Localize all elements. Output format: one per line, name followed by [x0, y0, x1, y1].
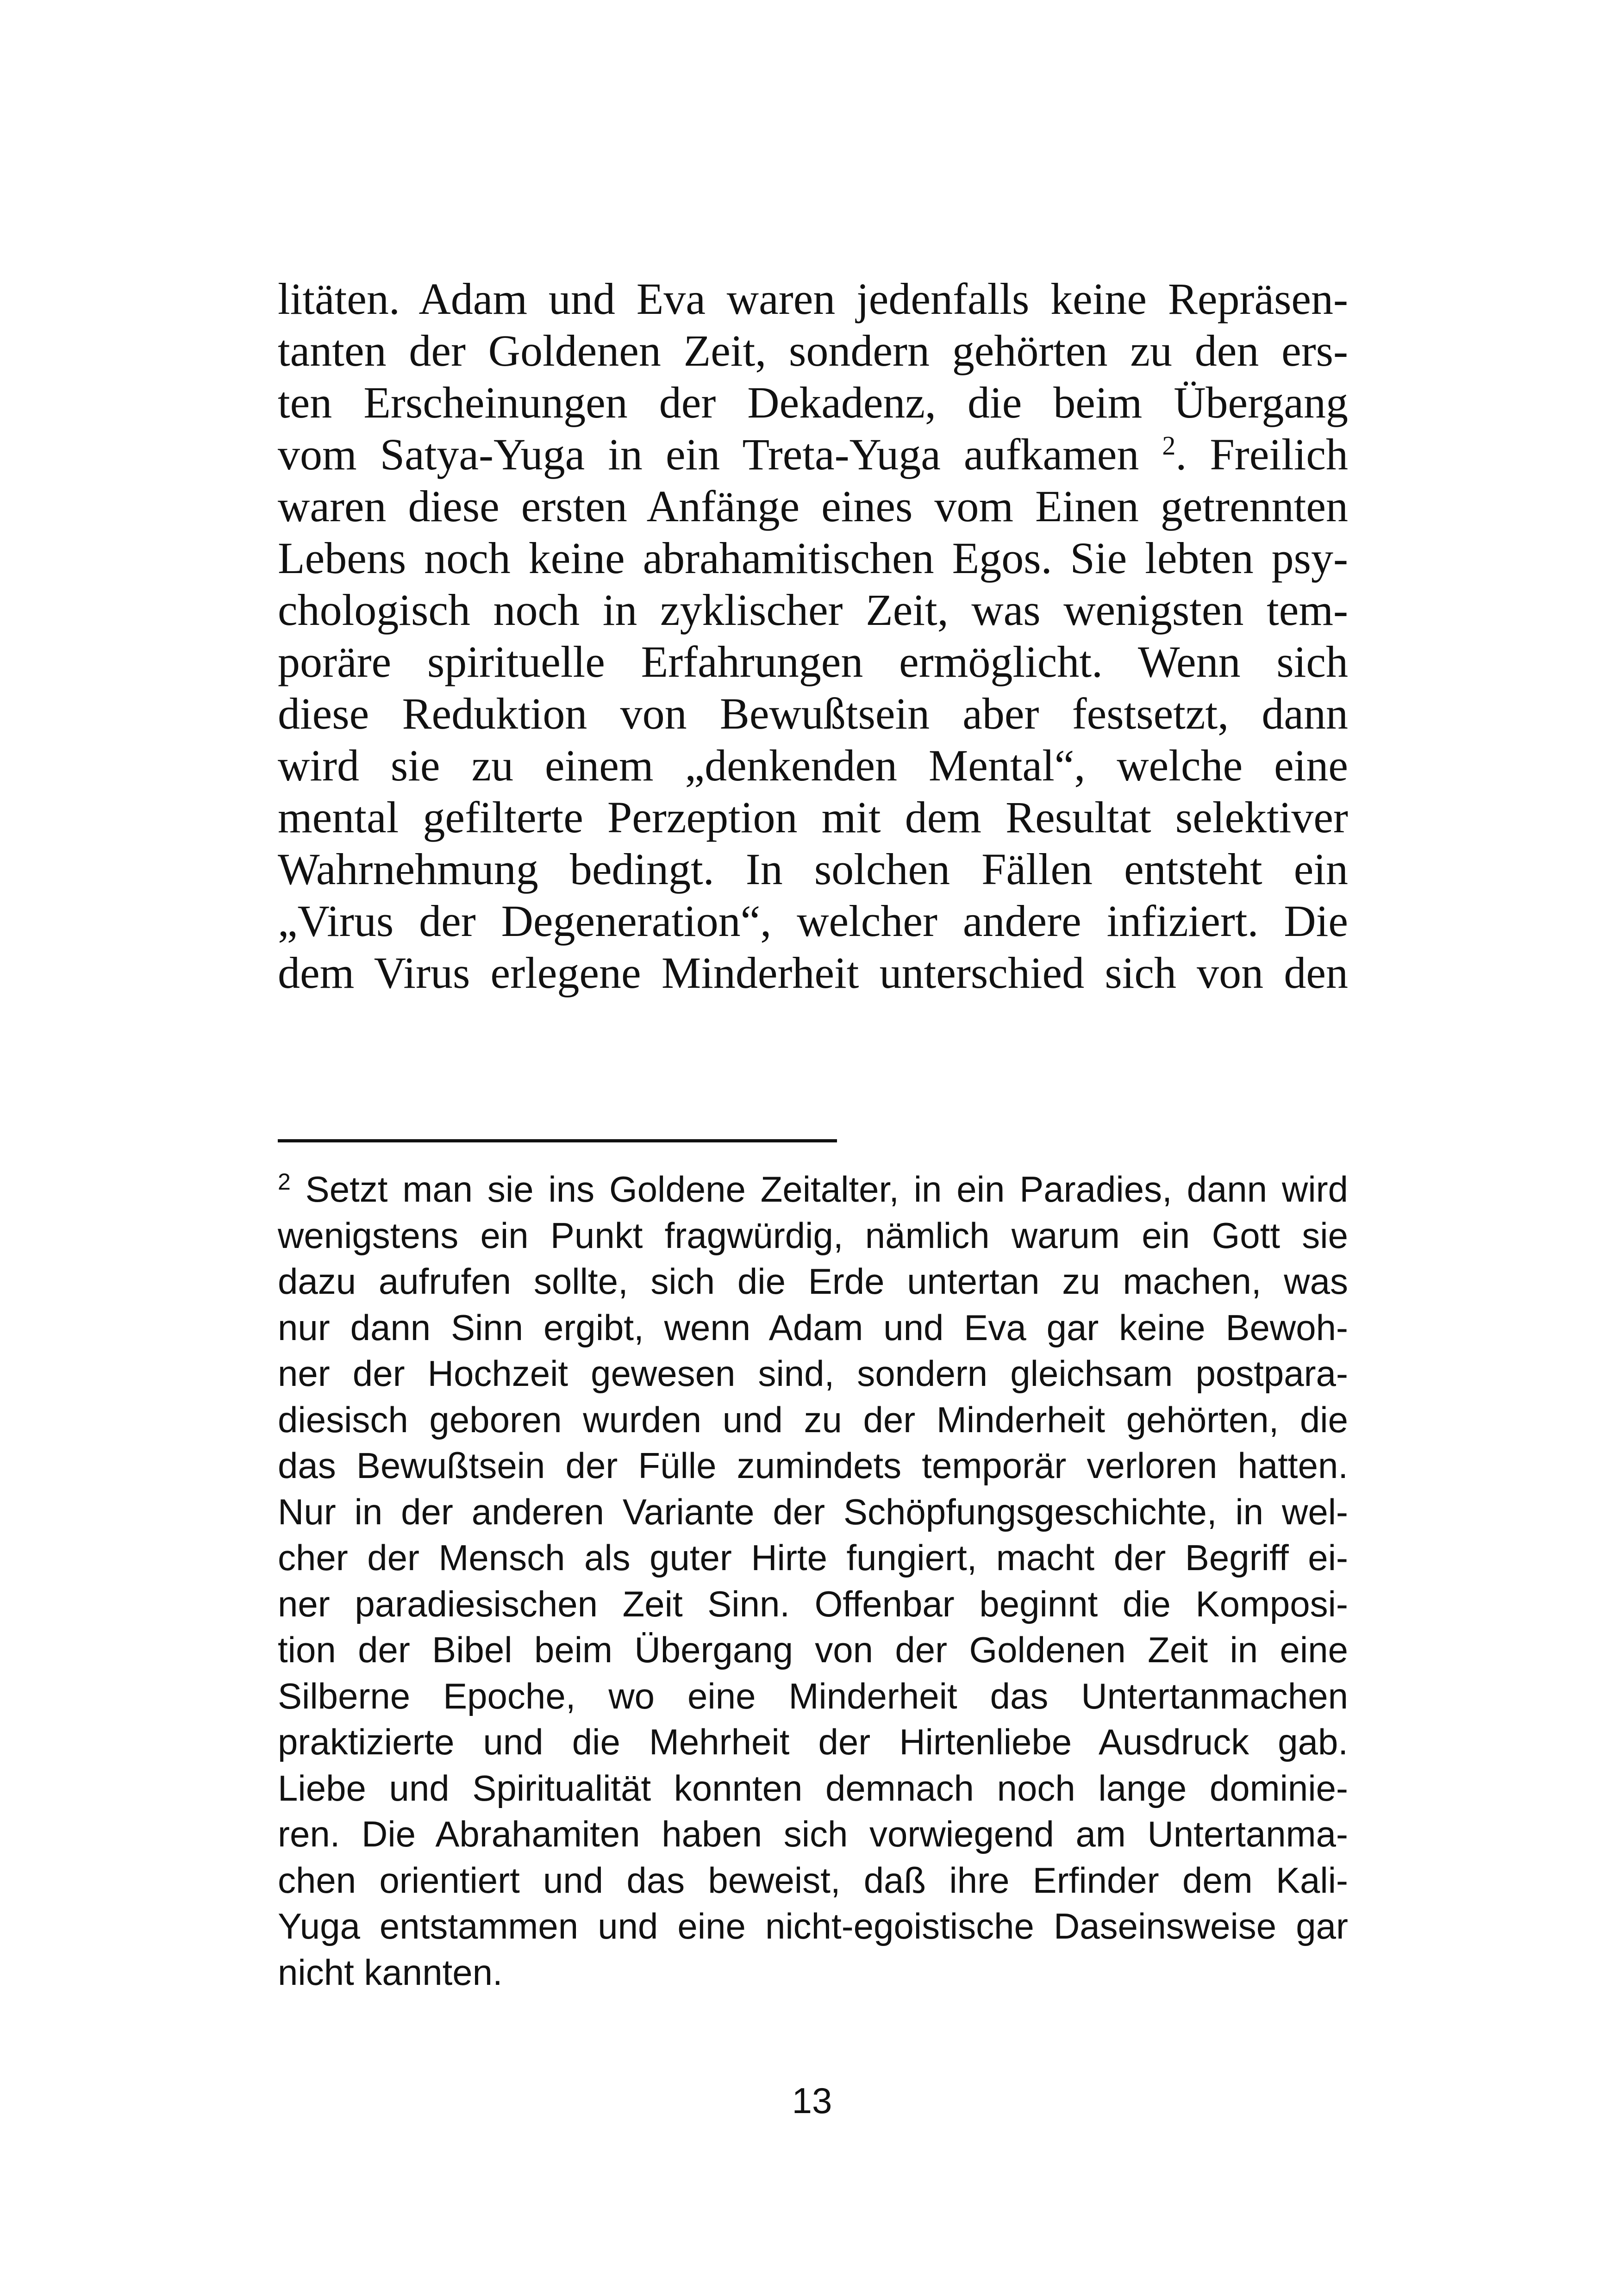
body-line: tanten der Goldenen Zeit, sondern gehörten zu den ers- — [278, 326, 1348, 375]
footnote-marker: 2 — [278, 1169, 291, 1195]
footnote-line: Silberne Epoche, wo eine Minderheit das Untertanmachen — [278, 1675, 1348, 1716]
body-line-part: vom Satya-Yuga in ein Treta-Yuga aufkamen — [278, 430, 1139, 479]
footnote-line: ner der Hochzeit gewesen sind, sondern gleichsam postpara- — [278, 1353, 1348, 1394]
body-line: „Virus der Degeneration“, welcher andere infiziert. Die — [278, 896, 1348, 946]
footnote-line: tion der Bibel beim Übergang von der Goldenen Zeit in eine — [278, 1629, 1348, 1670]
footnote-line: ner paradiesischen Zeit Sinn. Offenbar beginnt die Komposi- — [278, 1583, 1348, 1624]
body-line: ten Erscheinungen der Dekadenz, die beim Übergang — [278, 378, 1348, 427]
body-line: poräre spirituelle Erfahrungen ermöglicht. Wenn sich — [278, 637, 1348, 686]
body-line: Lebens noch keine abrahamitischen Egos. Sie lebten psy- — [278, 533, 1348, 583]
footnote-line: diesisch geboren wurden und zu der Minderheit gehörten, die — [278, 1399, 1348, 1440]
footnote-line: nur dann Sinn ergibt, wenn Adam und Eva gar keine Bewoh- — [278, 1307, 1348, 1348]
body-line-part: . Freilich — [1175, 430, 1348, 479]
footnote-line: cher der Mensch als guter Hirte fungiert, macht der Begriff ei- — [278, 1537, 1348, 1578]
body-line: dem Virus erlegene Minderheit unterschied sich von den — [278, 948, 1348, 998]
footnote-line: chen orientiert und das beweist, daß ihre Erfinder dem Kali- — [278, 1859, 1348, 1901]
footnote-reference[interactable]: 2 — [1162, 430, 1176, 461]
footnote-block — [278, 1166, 1348, 1996]
footnote-line: wenigstens ein Punkt fragwürdig, nämlich warum ein Gott sie — [278, 1215, 1348, 1256]
footnote-line: ren. Die Abrahamiten haben sich vorwiegend am Untertanma- — [278, 1814, 1348, 1854]
footnote-line-with-marker — [278, 1166, 1348, 1213]
footnote-line: Nur in der anderen Variante der Schöpfungsgeschichte, in wel- — [278, 1491, 1348, 1532]
footnote-line: das Bewußtsein der Fülle zumindets temporär verloren hatten. — [278, 1445, 1348, 1486]
footnote-line: Yuga entstammen und eine nicht-egoistische Daseinsweise gar — [278, 1906, 1348, 1946]
footnote-line: praktizierte und die Mehrheit der Hirtenliebe Ausdruck gab. — [278, 1721, 1348, 1762]
body-line: waren diese ersten Anfänge eines vom Einen getrennten — [278, 481, 1348, 531]
body-line: diese Reduktion von Bewußtsein aber festsetzt, dann — [278, 689, 1348, 738]
body-line: Wahrnehmung bedingt. In solchen Fällen entsteht ein — [278, 844, 1348, 894]
footnote-line: Liebe und Spiritualität konnten demnach noch lange dominie- — [278, 1767, 1348, 1809]
footnote-line: nicht kannten. — [278, 1952, 503, 1993]
footnote-separator — [278, 1139, 837, 1142]
page-number: 13 — [792, 2080, 832, 2121]
footnote-line: dazu aufrufen sollte, sich die Erde untertan zu machen, was — [278, 1261, 1348, 1302]
main-text-block — [278, 273, 1348, 999]
body-line-with-footnote-ref — [278, 429, 1348, 480]
body-line: wird sie zu einem „denkenden Mental“, welche eine — [278, 741, 1348, 790]
body-line: litäten. Adam und Eva waren jedenfalls keine Repräsen- — [278, 274, 1348, 324]
body-line: mental gefilterte Perzeption mit dem Resultat selektiver — [278, 792, 1348, 842]
footnote-line-part: Setzt man sie ins Goldene Zeitalter, in ein Paradies, dann wird — [305, 1169, 1349, 1210]
body-line: chologisch noch in zyklischer Zeit, was wenigsten tem- — [278, 585, 1348, 635]
